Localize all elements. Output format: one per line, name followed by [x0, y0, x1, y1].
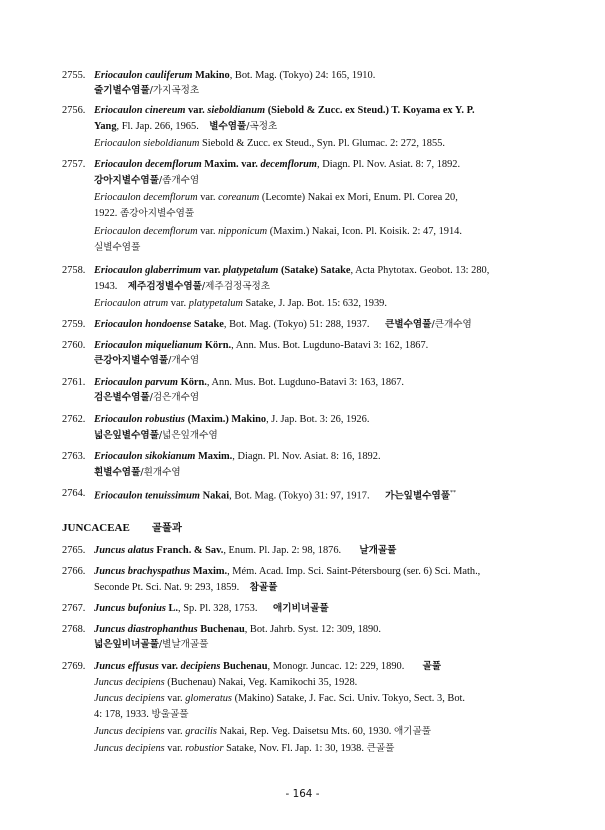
- synonym: Eriocaulon sieboldianum Siebold & Zucc. ex Steud., Syn. Pl. Glumac. 2: 272, 1855.: [94, 138, 445, 149]
- entry-text: Eriocaulon cauliferum Makino, Bot. Mag. (Tokyo) 24: 165, 1910.: [94, 70, 376, 81]
- synonym: 1922. 좀강아지별수염풀: [94, 208, 195, 219]
- entry-number: 2759.: [62, 319, 86, 330]
- korean-name: 큰강아지별수염풀/개수염: [94, 355, 200, 366]
- entry-number: 2764.: [62, 488, 86, 499]
- korean-name: 넓은잎비녀골풀/별날개골풀: [94, 639, 209, 650]
- entry-text: Eriocaulon sikokianum Maxim., Diagn. Pl. Nov. Asiat. 8: 16, 1892.: [94, 451, 381, 462]
- entry-text: Eriocaulon glaberrimum var. platypetalum (Satake) Satake, Acta Phytotax. Geobot. 13: 280,: [94, 265, 490, 276]
- synonym: Eriocaulon decemflorum var. coreanum (Lecomte) Nakai ex Mori, Enum. Pl. Corea 20,: [94, 192, 458, 203]
- entry-text: 1943. 제주검정별수염풀/제주검정곡정초: [94, 281, 271, 292]
- entry-number: 2761.: [62, 377, 86, 388]
- entry-number: 2760.: [62, 340, 86, 351]
- entry-text: Seconde Pt. Sci. Nat. 9: 293, 1859. 참골풀: [94, 582, 278, 593]
- entry-text: Eriocaulon decemflorum Maxim. var. decemflorum, Diagn. Pl. Nov. Asiat. 8: 7, 1892.: [94, 159, 461, 170]
- korean-name: 넓은잎별수염풀/넓은잎개수염: [94, 430, 218, 441]
- entry-number: 2756.: [62, 105, 86, 116]
- family-heading: [62, 519, 182, 534]
- entry-number: 2757.: [62, 159, 86, 170]
- entry-text: Juncus brachyspathus Maxim., Mém. Acad. Imp. Sci. Saint-Pétersbourg (ser. 6) Sci. Math.,: [94, 566, 481, 577]
- entry-text: Juncus diastrophanthus Buchenau, Bot. Jahrb. Syst. 12: 309, 1890.: [94, 624, 381, 635]
- synonym: 실별수염풀: [94, 242, 141, 253]
- entry-text: Juncus alatus Franch. & Sav., Enum. Pl. Jap. 2: 98, 1876. 날개골풀: [94, 545, 397, 556]
- entry-text: Eriocaulon hondoense Satake, Bot. Mag. (Tokyo) 51: 288, 1937. 큰별수염풀/큰개수염: [94, 319, 472, 330]
- synonym: 4: 178, 1933. 방울골풀: [94, 709, 189, 720]
- entry-number: 2763.: [62, 451, 86, 462]
- entry-number: 2767.: [62, 603, 86, 614]
- family-name: JUNCACEAE: [62, 522, 130, 534]
- entry-text: Eriocaulon parvum Körn., Ann. Mus. Bot. Lugduno-Batavi 3: 163, 1867.: [94, 377, 405, 388]
- entry-text: Eriocaulon miquelianum Körn., Ann. Mus. Bot. Lugduno-Batavi 3: 162, 1867.: [94, 340, 429, 351]
- entry-number: 2762.: [62, 414, 86, 425]
- synonym: Eriocaulon decemflorum var. nipponicum (Maxim.) Nakai, Icon. Pl. Koisik. 2: 47, 1914.: [94, 226, 462, 237]
- entry-number: 2755.: [62, 70, 86, 81]
- entry-text: Eriocaulon cinereum var. sieboldianum (Siebold & Zucc. ex Steud.) T. Koyama ex Y. P.: [94, 105, 475, 116]
- synonym: Juncus decipiens var. gracilis Nakai, Rep. Veg. Daisetsu Mts. 60, 1930. 애기골풀: [94, 726, 432, 737]
- entry-text: Eriocaulon robustius (Maxim.) Makino, J. Jap. Bot. 3: 26, 1926.: [94, 414, 370, 425]
- entry-number: 2766.: [62, 566, 86, 577]
- korean-name: 흰별수염풀/흰개수염: [94, 467, 181, 478]
- page-number: - 164 -: [285, 788, 320, 800]
- korean-name: 검은별수염풀/검은개수염: [94, 392, 200, 403]
- entry-text: Juncus bufonius L., Sp. Pl. 328, 1753. 애기비녀골풀: [94, 603, 329, 614]
- entry-text: Yang, Fl. Jap. 266, 1965. 별수염풀/곡정초: [94, 121, 278, 132]
- entry-number: 2768.: [62, 624, 86, 635]
- entry-number: 2769.: [62, 661, 86, 672]
- synonym: Eriocaulon atrum var. platypetalum Satake, J. Jap. Bot. 15: 632, 1939.: [94, 298, 387, 309]
- synonym: Juncus decipiens var. glomeratus (Makino) Satake, J. Fac. Sci. Univ. Tokyo, Sect. 3, Bot.: [94, 693, 466, 704]
- synonym: Juncus decipiens var. robustior Satake, Nov. Fl. Jap. 1: 30, 1938. 큰골풀: [94, 743, 395, 754]
- family-korean-name: 골풀과: [151, 522, 182, 534]
- entry-number: 2765.: [62, 545, 86, 556]
- korean-name: 강아지별수염풀/좀개수염: [94, 175, 200, 186]
- synonym: Juncus decipiens (Buchenau) Nakai, Veg. Kamikochi 35, 1928.: [94, 677, 358, 688]
- entry-text: Eriocaulon tenuissimum Nakai, Bot. Mag. (Tokyo) 31: 97, 1917. 가는잎별수염풀**: [94, 490, 457, 502]
- entry-text: Juncus effusus var. decipiens Buchenau, Monogr. Juncac. 12: 229, 1890. 골풀: [94, 661, 442, 672]
- korean-name: 줄기별수염풀/가지곡정초: [94, 85, 200, 96]
- entry-number: 2758.: [62, 265, 86, 276]
